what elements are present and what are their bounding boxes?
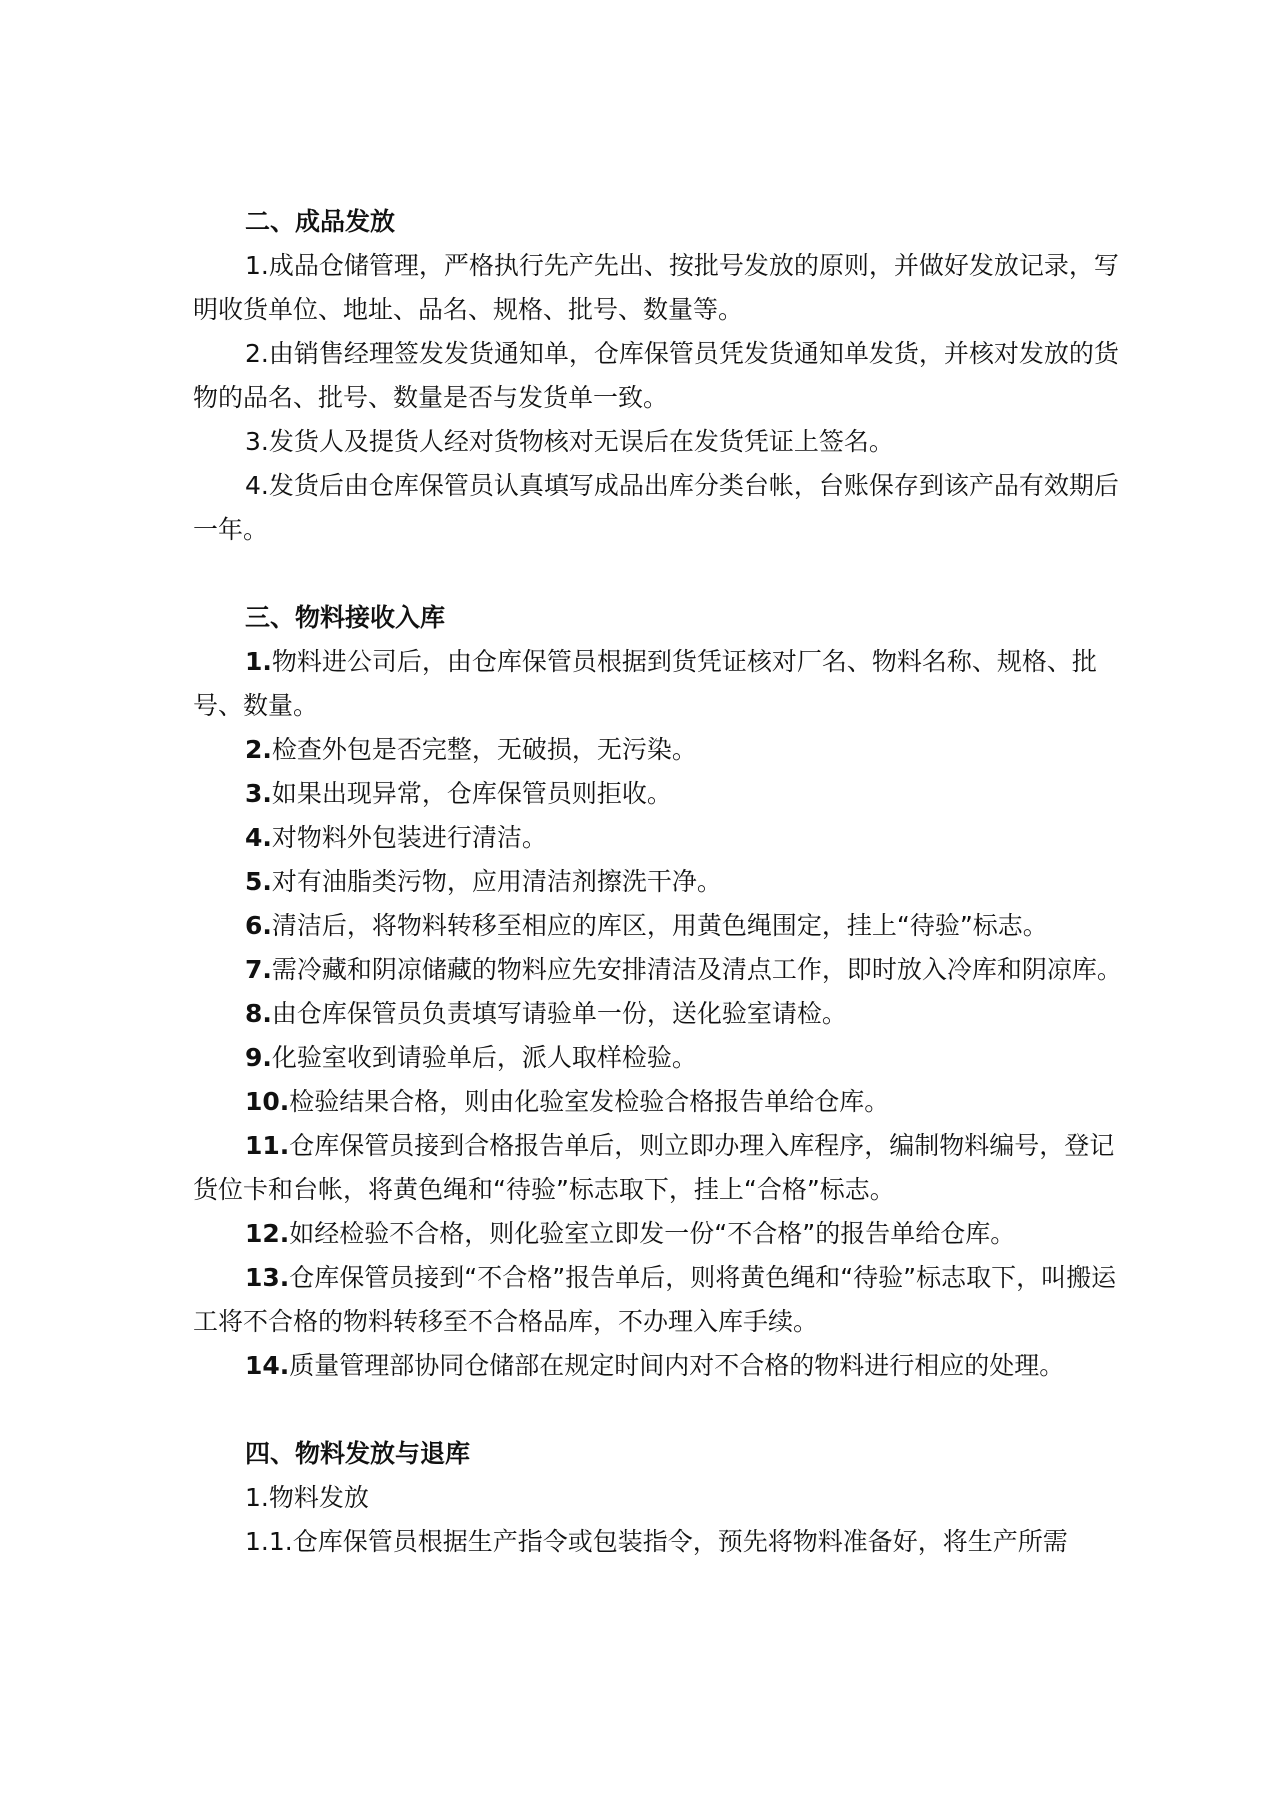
paragraph	[193, 244, 1123, 332]
item-number: 6.	[245, 911, 272, 940]
item-number: 3.	[245, 427, 269, 456]
item-text: 如果出现异常，仓库保管员则拒收。	[271, 779, 672, 808]
item-number: 9.	[245, 1043, 272, 1072]
item-text: 仓库保管员接到“不合格”报告单后，则将黄色绳和“待验”标志取下，叫搬运工将不合格的物料转移至不合格品库，不办理入库手续。	[193, 1263, 1117, 1336]
item-text: 对有油脂类污物，应用清洁剂擦洗干净。	[271, 867, 722, 896]
paragraph	[193, 772, 1123, 816]
item-text: 仓库保管员接到合格报告单后，则立即办理入库程序，编制物料编号，登记货位卡和台帐，将黄色绳和“待验”标志取下，挂上“合格”标志。	[193, 1131, 1115, 1204]
item-number: 7.	[245, 955, 272, 984]
paragraph	[193, 816, 1123, 860]
item-number: 1.	[245, 647, 272, 676]
item-number: 10.	[245, 1087, 290, 1116]
item-number: 5.	[245, 867, 272, 896]
paragraph	[193, 1344, 1123, 1388]
item-text: 成品仓储管理，严格执行先产先出、按批号发放的原则，并做好发放记录，写明收货单位、地址、品名、规格、批号、数量等。	[193, 251, 1119, 324]
paragraph	[193, 640, 1123, 728]
paragraph	[193, 1124, 1123, 1212]
item-text: 检查外包是否完整，无破损，无污染。	[271, 735, 697, 764]
item-number: 1.	[245, 251, 269, 280]
paragraph	[193, 1256, 1123, 1344]
item-text: 对物料外包装进行清洁。	[271, 823, 547, 852]
paragraph	[193, 992, 1123, 1036]
item-text: 仓库保管员根据生产指令或包装指令，预先将物料准备好，将生产所需	[292, 1527, 1068, 1556]
section-heading: 四、物料发放与退库	[245, 1439, 471, 1468]
item-text: 清洁后，将物料转移至相应的库区，用黄色绳围定，挂上“待验”标志。	[271, 911, 1048, 940]
item-text: 物料发放	[268, 1483, 369, 1512]
item-number: 13.	[245, 1263, 290, 1292]
section-heading: 二、成品发放	[245, 207, 396, 236]
item-number: 12.	[245, 1219, 290, 1248]
item-number: 3.	[245, 779, 272, 808]
item-number: 4.	[245, 823, 272, 852]
item-number: 1.	[245, 1483, 269, 1512]
item-number: 8.	[245, 999, 272, 1028]
paragraph	[193, 1476, 1123, 1520]
item-number: 2.	[245, 735, 272, 764]
item-text: 需冷藏和阴凉储藏的物料应先安排清洁及清点工作，即时放入冷库和阴凉库。	[271, 955, 1122, 984]
item-text: 化验室收到请验单后，派人取样检验。	[271, 1043, 697, 1072]
section-finished-goods-release	[193, 200, 1123, 552]
paragraph	[193, 464, 1123, 552]
paragraph	[193, 1520, 1123, 1564]
item-text: 由销售经理签发发货通知单，仓库保管员凭发货通知单发货，并核对发放的货物的品名、批号、数量是否与发货单一致。	[193, 339, 1119, 412]
section-material-receiving	[193, 596, 1123, 1388]
paragraph	[193, 904, 1123, 948]
paragraph	[193, 1080, 1123, 1124]
item-text: 发货后由仓库保管员认真填写成品出库分类台帐，台账保存到该产品有效期后一年。	[193, 471, 1119, 544]
item-text: 质量管理部协同仓储部在规定时间内对不合格的物料进行相应的处理。	[289, 1351, 1065, 1380]
paragraph	[193, 1036, 1123, 1080]
paragraph	[193, 948, 1123, 992]
paragraph	[193, 1212, 1123, 1256]
item-number: 14.	[245, 1351, 290, 1380]
section-heading: 三、物料接收入库	[245, 603, 446, 632]
item-text: 检验结果合格，则由化验室发检验合格报告单给仓库。	[289, 1087, 890, 1116]
item-text: 物料进公司后，由仓库保管员根据到货凭证核对厂名、物料名称、规格、批号、数量。	[193, 647, 1097, 720]
item-text: 如经检验不合格，则化验室立即发一份“不合格”的报告单给仓库。	[289, 1219, 1016, 1248]
item-text: 发货人及提货人经对货物核对无误后在发货凭证上签名。	[268, 427, 894, 456]
section-material-issue-and-return	[193, 1432, 1123, 1564]
document-content	[193, 200, 1123, 1608]
paragraph	[193, 420, 1123, 464]
paragraph	[193, 332, 1123, 420]
item-number: 1.1.	[245, 1527, 293, 1556]
item-text: 由仓库保管员负责填写请验单一份，送化验室请检。	[271, 999, 847, 1028]
item-number: 11.	[245, 1131, 290, 1160]
item-number: 2.	[245, 339, 269, 368]
paragraph	[193, 860, 1123, 904]
item-number: 4.	[245, 471, 269, 500]
paragraph	[193, 728, 1123, 772]
